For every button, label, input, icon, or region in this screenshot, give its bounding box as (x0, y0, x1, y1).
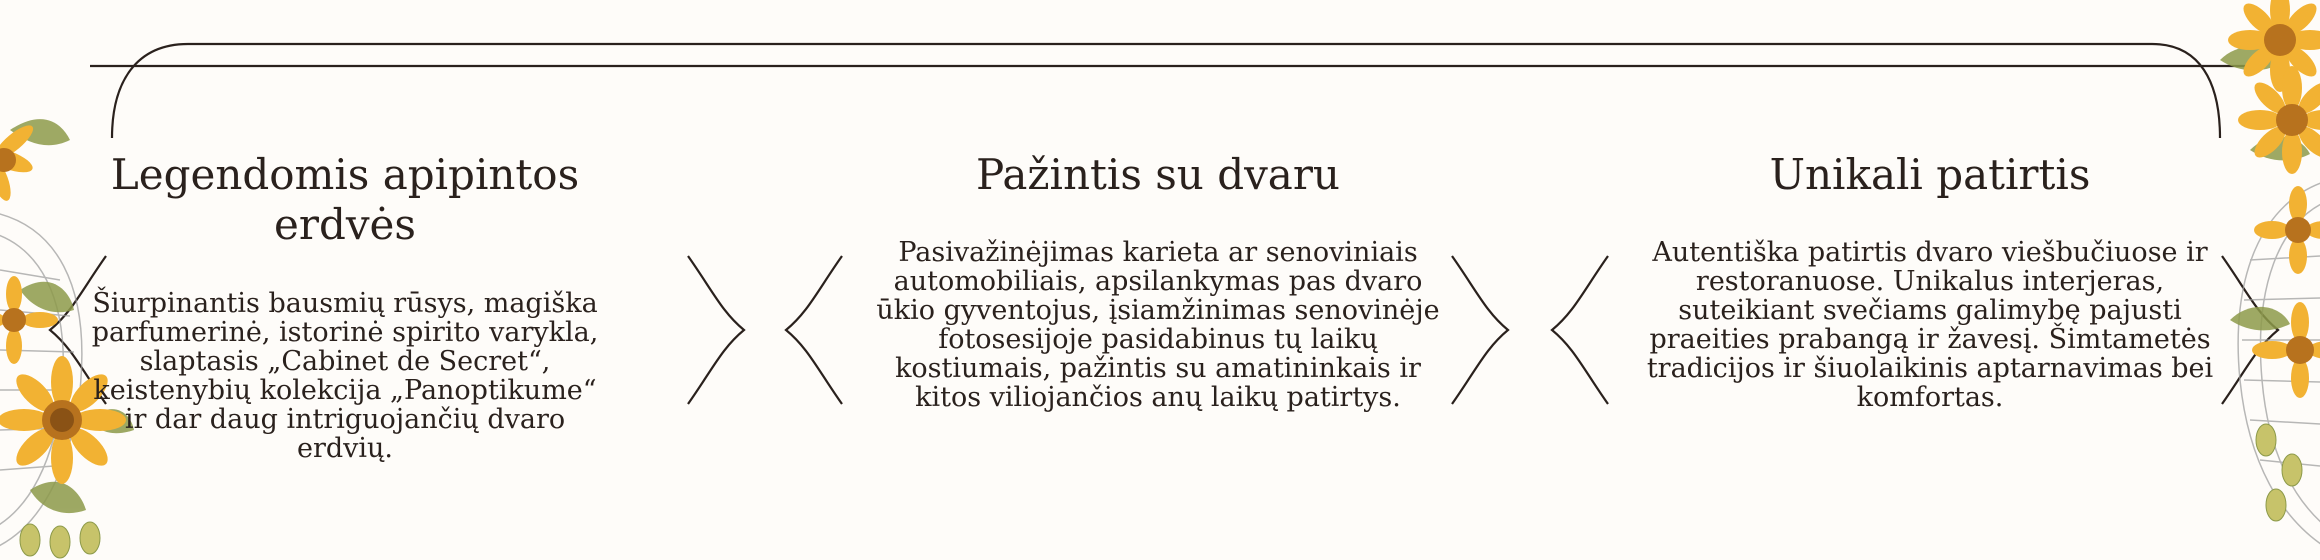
column-title: Legendomis apipintos erdvės (110, 150, 580, 250)
bracket-left-3 (1552, 256, 1608, 404)
sunflower-icon (0, 120, 38, 203)
column-description: Šiurpinantis bausmių rūsys, magiška parfumerinė, istorinė spirito varykla, slaptasis „Cabinet de Secret“, keistenybių kolekcija „Panoptikume“ ir dar daug intriguojančių dvaro erdvių. (91, 287, 599, 464)
bracket-right-1 (688, 256, 744, 404)
sunflower-icon (2254, 186, 2320, 274)
column-description: Autentiška patirtis dvaro viešbučiuose ir restoranuose. Unikalus interjeras, suteikiant svečiams galimybę pajusti praeities prabangą ir žavesį. Šimtametės tradicijos ir šiuolaikinis aptarnavimas bei komfortas. (1646, 237, 2214, 414)
hop-cone-icon (20, 522, 100, 558)
sunflower-icon (2228, 0, 2320, 92)
feature-column-unique-experience (1630, 150, 2230, 412)
feature-column-legend-spaces (45, 150, 645, 463)
bracket-left-2 (786, 256, 842, 404)
column-title: Unikali patirtis (1769, 150, 2091, 199)
top-arc (112, 44, 2220, 138)
column-description: Pasivažinėjimas karieta ar senoviniais automobiliais, apsilankymas pas dvaro ūkio gyventojus, įsiamžinimas senovinėje fotosesijoje pasidabinus tų laikų kostiumais, pažintis su amatininkais ir kitos viliojančios anų laikų patirtys. (876, 237, 1440, 414)
column-title: Pažintis su dvaru (976, 150, 1340, 199)
feature-column-manor-acquaintance (858, 150, 1458, 412)
bracket-right-2 (1452, 256, 1508, 404)
